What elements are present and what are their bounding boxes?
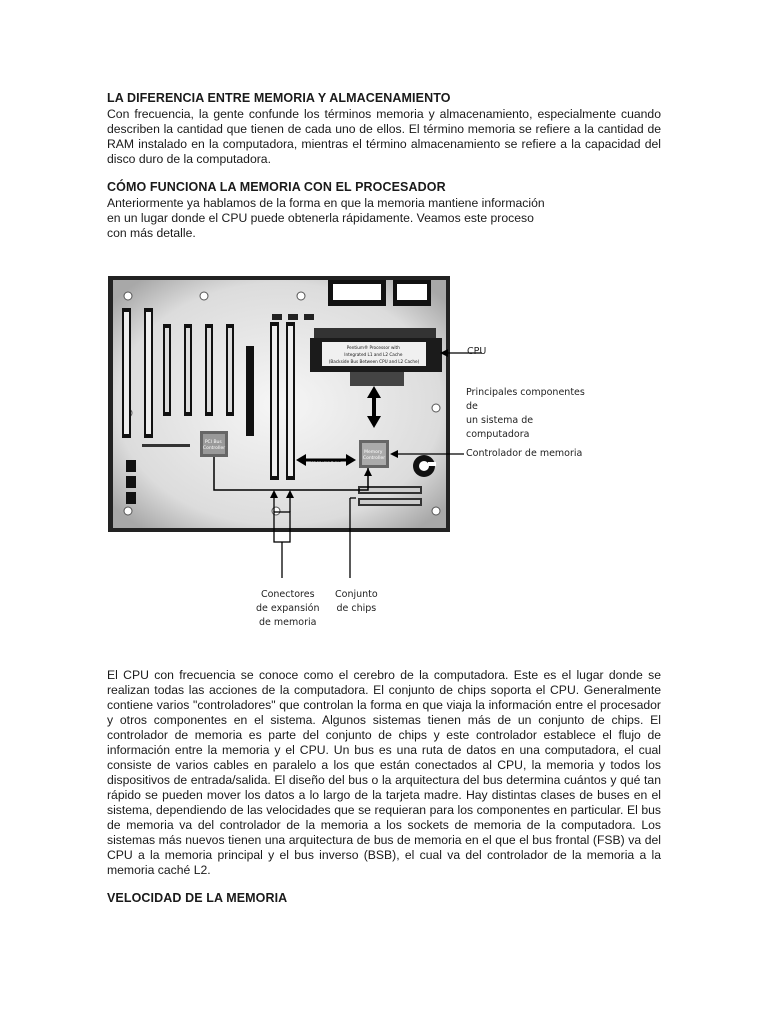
paragraph-memory-vs-storage: Con frecuencia, la gente confunde los términos memoria y almacenamiento, especialmente cuando describen la cantidad que tienen de cada uno de ellos. El término memoria se refiere a la cantidad de RAM instalado en la computadora, mientras el término almacenamiento se refiere a la capacidad del disco duro de la computadora. bbox=[107, 107, 661, 166]
cpu-label-line: Integrated L1 and L2 Cache bbox=[344, 352, 403, 357]
chip-label-line: Controller bbox=[202, 446, 226, 451]
chip-label-line: PCI Bus bbox=[204, 440, 222, 445]
label-memory-expansion-connectors: Conectores de expansión de memoria bbox=[256, 589, 320, 628]
motherboard-diagram bbox=[106, 268, 586, 638]
power-connector-inner bbox=[333, 284, 381, 300]
header-pins bbox=[142, 444, 190, 447]
paragraph-line: en un lugar donde el CPU puede obtenerla rápidamente. Veamos este proceso bbox=[107, 211, 534, 225]
frontside-bus-text: Frontside Bus bbox=[310, 459, 342, 464]
label-chipset: Conjunto de chips bbox=[335, 589, 378, 614]
heading-memory-speed: VELOCIDAD DE LA MEMORIA bbox=[107, 891, 288, 905]
left-chips bbox=[126, 460, 136, 504]
agp-slot bbox=[246, 346, 254, 436]
cpu-label-line: Pentium® Processor with bbox=[346, 345, 400, 350]
label-memory-controller: Controlador de memoria bbox=[466, 448, 583, 459]
paragraph-cpu-chipset-bus: El CPU con frecuencia se conoce como el cerebro de la computadora. Este es el lugar donde se realizan todas las acciones de la computadora. El conjunto de chips soporta el CPU. Generalmente contiene varios "controladores" que controlan la forma en que viaja la información entre el procesador y otros componentes en el sistema. Algunos sistemas tienen más de un conjunto de chips. El controlador de memoria es parte del conjunto de chips y este controlador establece el flujo de información entre la memoria y el CPU. Un bus es una ruta de datos en una computadora, el cual consiste de varios cables en paralelo a los que están conectados al CPU, la memoria y todos los dispositivos de entrada/salida. El diseño del bus o la arquitectura del bus determina cuántos y qué tan rápido se pueden mover los datos a lo largo de la tarjeta madre. Hay distintas clases de buses en el sistema, dependiendo de las velocidades que se requieran para los componentes en particular. El bus de memoria va del controlador de la memoria a los sockets de memoria de la computadora. Los sistemas más nuevos tienen una arquitectura de bus de memoria en el que el bus frontal (FSB) va del CPU a la memoria principal y el bus inverso (BSB), el cual va del controlador de la memoria a la memoria caché L2. bbox=[107, 668, 661, 877]
io-connector-inner bbox=[397, 284, 427, 300]
paragraph-line: Anteriormente ya hablamos de la forma en que la memoria mantiene información bbox=[107, 196, 545, 210]
chip-label-line: Memory bbox=[364, 450, 383, 455]
heading-memory-vs-storage: LA DIFERENCIA ENTRE MEMORIA Y ALMACENAMIENTO bbox=[107, 91, 451, 105]
chip-label-line: Controller bbox=[362, 456, 386, 461]
cpu-socket bbox=[350, 372, 404, 386]
label-cpu: CPU bbox=[467, 346, 487, 357]
cpu-label-line: (Backside Bus Between CPU and L2 Cache) bbox=[328, 359, 420, 364]
paragraph-memory-with-processor bbox=[107, 196, 661, 241]
label-main-components: Principales componentes de un sistema de computadora bbox=[466, 387, 585, 440]
paragraph-line: con más detalle. bbox=[107, 226, 196, 240]
heading-memory-with-processor: CÓMO FUNCIONA LA MEMORIA CON EL PROCESADOR bbox=[107, 180, 446, 194]
